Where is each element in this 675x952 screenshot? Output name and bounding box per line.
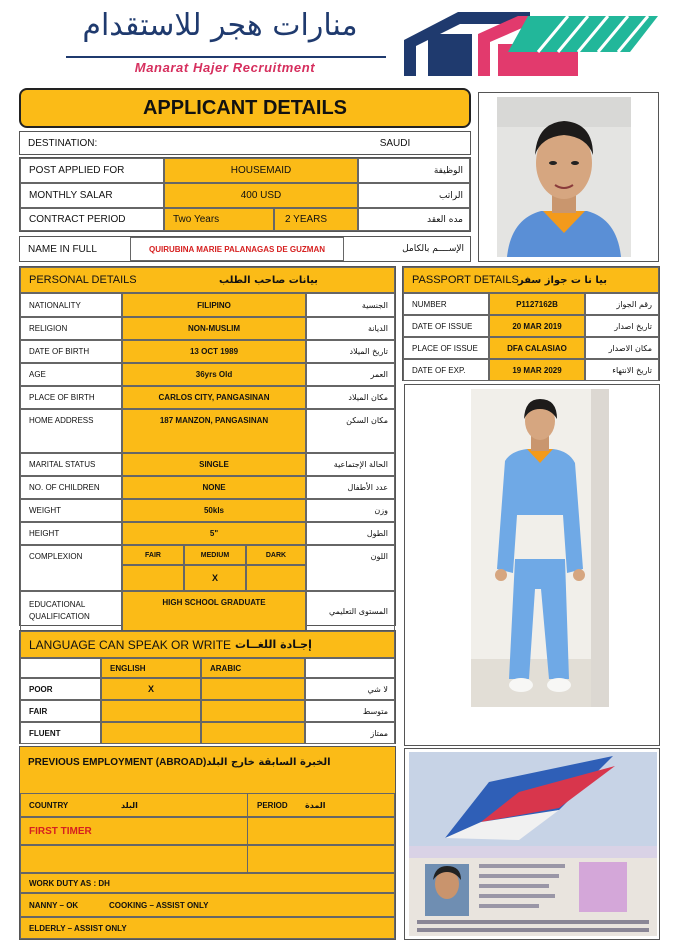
- language-row-arabic-label: متوسط: [305, 700, 395, 722]
- personal-row-value: SINGLE: [122, 453, 306, 476]
- employment-divider: [247, 794, 248, 816]
- post-arabic: الوظيفة: [358, 158, 470, 183]
- employment-cooking: COOKING – ASSIST ONLY: [109, 900, 209, 910]
- personal-row-arabic: مكان الميلاد: [306, 386, 395, 409]
- passport-row-value: DFA CALASIAO: [489, 337, 585, 359]
- employment-period-arabic: المدة: [305, 800, 326, 810]
- personal-details-title-arabic: بيانات صاحب الطلب: [219, 274, 318, 286]
- employment-divider-2: [247, 818, 248, 844]
- passport-row-arabic: مكان الاصدار: [585, 337, 659, 359]
- passport-row-value: 19 MAR 2029: [489, 359, 585, 381]
- name-row: [19, 236, 471, 262]
- personal-details-title: PERSONAL DETAILS: [29, 274, 137, 286]
- passport-details-title: PASSPORT DETAILS: [412, 274, 519, 286]
- personal-details-table: [19, 266, 396, 626]
- passport-scan-frame: [404, 748, 660, 940]
- employment-row-4: [20, 873, 395, 893]
- employment-title-arabic: الخبرة السابقة خارج البلد: [206, 756, 331, 768]
- name-label: NAME IN FULL: [28, 243, 97, 255]
- personal-row-value: FILIPINO: [122, 293, 306, 317]
- language-row-arabic-label: ممتاز: [305, 722, 395, 744]
- passport-row-arabic: رقم الجواز: [585, 293, 659, 315]
- language-colhead-blank: [20, 658, 101, 678]
- destination-row: [19, 131, 471, 155]
- photo-fullbody-frame: [404, 384, 660, 746]
- personal-row-value: NON-MUSLIM: [122, 317, 306, 340]
- personal-details-header: [20, 267, 395, 293]
- personal-row-value: CARLOS CITY, PANGASINAN: [122, 386, 306, 409]
- personal-row-label: WEIGHT: [20, 499, 122, 522]
- employment-row-6: [20, 917, 395, 939]
- job-block: [19, 157, 471, 232]
- complexion-label: COMPLEXION: [20, 545, 122, 591]
- personal-row-value: 5": [122, 522, 306, 545]
- language-row-label: FLUENT: [20, 722, 101, 744]
- employment-table: [19, 746, 396, 940]
- logo-underline: [66, 56, 386, 58]
- personal-row-arabic: مكان السكن: [306, 409, 395, 453]
- employment-header: [28, 751, 388, 773]
- salary-arabic: الراتب: [358, 183, 470, 208]
- employment-row-3: [20, 845, 395, 873]
- employment-country-label: COUNTRY: [29, 800, 69, 810]
- language-table: [19, 630, 396, 744]
- language-row-label: FAIR: [20, 700, 101, 722]
- employment-row-1: [20, 793, 395, 817]
- personal-row-arabic: الديانة: [306, 317, 395, 340]
- logo-english-text: Manarat Hajer Recruitment: [134, 60, 316, 75]
- complexion-fair-value: [122, 565, 184, 591]
- passport-details-title-arabic: بيا نا ت جواز سفر: [518, 274, 607, 286]
- employment-row-2: [20, 817, 395, 845]
- complexion-dark-heading: DARK: [246, 545, 306, 565]
- passport-row-arabic: تاريخ الانتهاء: [585, 359, 659, 381]
- complexion-medium-heading: MEDIUM: [184, 545, 246, 565]
- passport-row-label: DATE OF EXP.: [403, 359, 489, 381]
- employment-elderly: ELDERLY – ASSIST ONLY: [29, 923, 127, 933]
- complexion-fair-heading: FAIR: [122, 545, 184, 565]
- complexion-dark-value: [246, 565, 306, 591]
- logo-arabic-text: منارات هجر للاستقدام: [82, 8, 358, 43]
- salary-label: MONTHLY SALAR: [20, 183, 164, 208]
- post-value: HOUSEMAID: [164, 158, 358, 183]
- language-title: LANGUAGE CAN SPEAK OR WRITE: [29, 637, 232, 652]
- personal-row-label: DATE OF BIRTH: [20, 340, 122, 363]
- passport-details-header: [403, 267, 659, 293]
- salary-value: 400 USD: [164, 183, 358, 208]
- education-label-line-2: QUALIFICATION: [29, 612, 90, 621]
- education-arabic: المستوى التعليمي: [306, 591, 395, 631]
- contract-value-2: 2 YEARS: [274, 208, 358, 231]
- logo: [60, 8, 390, 80]
- personal-row-arabic: الجنسية: [306, 293, 395, 317]
- passport-scan-image: [409, 752, 657, 936]
- personal-row-label: PLACE OF BIRTH: [20, 386, 122, 409]
- employment-nanny: NANNY – OK: [29, 900, 79, 910]
- personal-row-value: 187 MANZON, PANGASINAN: [122, 409, 306, 453]
- contract-arabic: مده العقد: [358, 208, 470, 231]
- destination-label: DESTINATION:: [28, 137, 98, 149]
- personal-row-value: NONE: [122, 476, 306, 499]
- logo-house-icon: [398, 4, 668, 80]
- contract-value-1: Two Years: [164, 208, 274, 231]
- destination-value: SAUDI: [379, 137, 411, 149]
- language-colhead-blank-2: [305, 658, 395, 678]
- personal-row-arabic: عدد الأطفال: [306, 476, 395, 499]
- language-row-arabic-label: لا شي: [305, 678, 395, 700]
- personal-row-arabic: الطول: [306, 522, 395, 545]
- name-arabic: الإســــم بالكامل: [402, 244, 464, 254]
- language-header: [20, 631, 395, 658]
- employment-row-5: [20, 893, 395, 917]
- language-row-english: [101, 722, 201, 744]
- photo-headshot-frame: [478, 92, 659, 262]
- employment-title: PREVIOUS EMPLOYMENT (ABROAD): [28, 756, 207, 768]
- education-value: HIGH SCHOOL GRADUATE: [122, 591, 306, 631]
- language-row-english: X: [101, 678, 201, 700]
- personal-row-label: NO. OF CHILDREN: [20, 476, 122, 499]
- employment-first-timer: FIRST TIMER: [29, 825, 92, 837]
- personal-row-label: HOME ADDRESS: [20, 409, 122, 453]
- personal-row-value: 36yrs Old: [122, 363, 306, 386]
- page-title-text: APPLICANT DETAILS: [142, 96, 348, 119]
- complexion-medium-value: X: [184, 565, 246, 591]
- complexion-arabic: اللون: [306, 545, 395, 591]
- personal-row-label: AGE: [20, 363, 122, 386]
- personal-row-arabic: وزن: [306, 499, 395, 522]
- passport-row-arabic: تاريخ اصدار: [585, 315, 659, 337]
- language-row-english: [101, 700, 201, 722]
- language-colhead-arabic: ARABIC: [201, 658, 305, 678]
- personal-row-label: HEIGHT: [20, 522, 122, 545]
- language-row-label: POOR: [20, 678, 101, 700]
- personal-row-value: 13 OCT 1989: [122, 340, 306, 363]
- personal-row-label: NATIONALITY: [20, 293, 122, 317]
- education-label: [20, 591, 122, 631]
- language-row-arabic: [201, 722, 305, 744]
- personal-row-label: RELIGION: [20, 317, 122, 340]
- passport-row-value: P1127162B: [489, 293, 585, 315]
- passport-row-label: PLACE OF ISSUE: [403, 337, 489, 359]
- page-title: [19, 88, 471, 128]
- passport-row-value: 20 MAR 2019: [489, 315, 585, 337]
- language-row-arabic: [201, 700, 305, 722]
- photo-headshot: [497, 97, 631, 257]
- employment-period-label: PERIOD: [257, 800, 288, 810]
- employment-divider-3: [247, 846, 248, 872]
- employment-duty: WORK DUTY AS : DH: [29, 878, 110, 888]
- passport-details-table: [402, 266, 660, 381]
- personal-row-label: MARITAL STATUS: [20, 453, 122, 476]
- personal-row-arabic: العمر: [306, 363, 395, 386]
- personal-row-arabic: تاريخ الميلاد: [306, 340, 395, 363]
- passport-row-label: DATE OF ISSUE: [403, 315, 489, 337]
- language-row-arabic: [201, 678, 305, 700]
- personal-row-value: 50kls: [122, 499, 306, 522]
- post-label: POST APPLIED FOR: [20, 158, 164, 183]
- contract-label: CONTRACT PERIOD: [20, 208, 164, 231]
- photo-fullbody: [471, 389, 609, 707]
- passport-row-label: NUMBER: [403, 293, 489, 315]
- personal-row-arabic: الحالة الإجتماعية: [306, 453, 395, 476]
- language-colhead-english: ENGLISH: [101, 658, 201, 678]
- education-label-line-1: EDUCATIONAL: [29, 600, 86, 609]
- name-value: QUIRUBINA MARIE PALANAGAS DE GUZMAN: [130, 237, 344, 261]
- language-title-arabic: إجـادة اللغــات: [235, 638, 312, 651]
- employment-country-arabic: البلد: [121, 800, 138, 810]
